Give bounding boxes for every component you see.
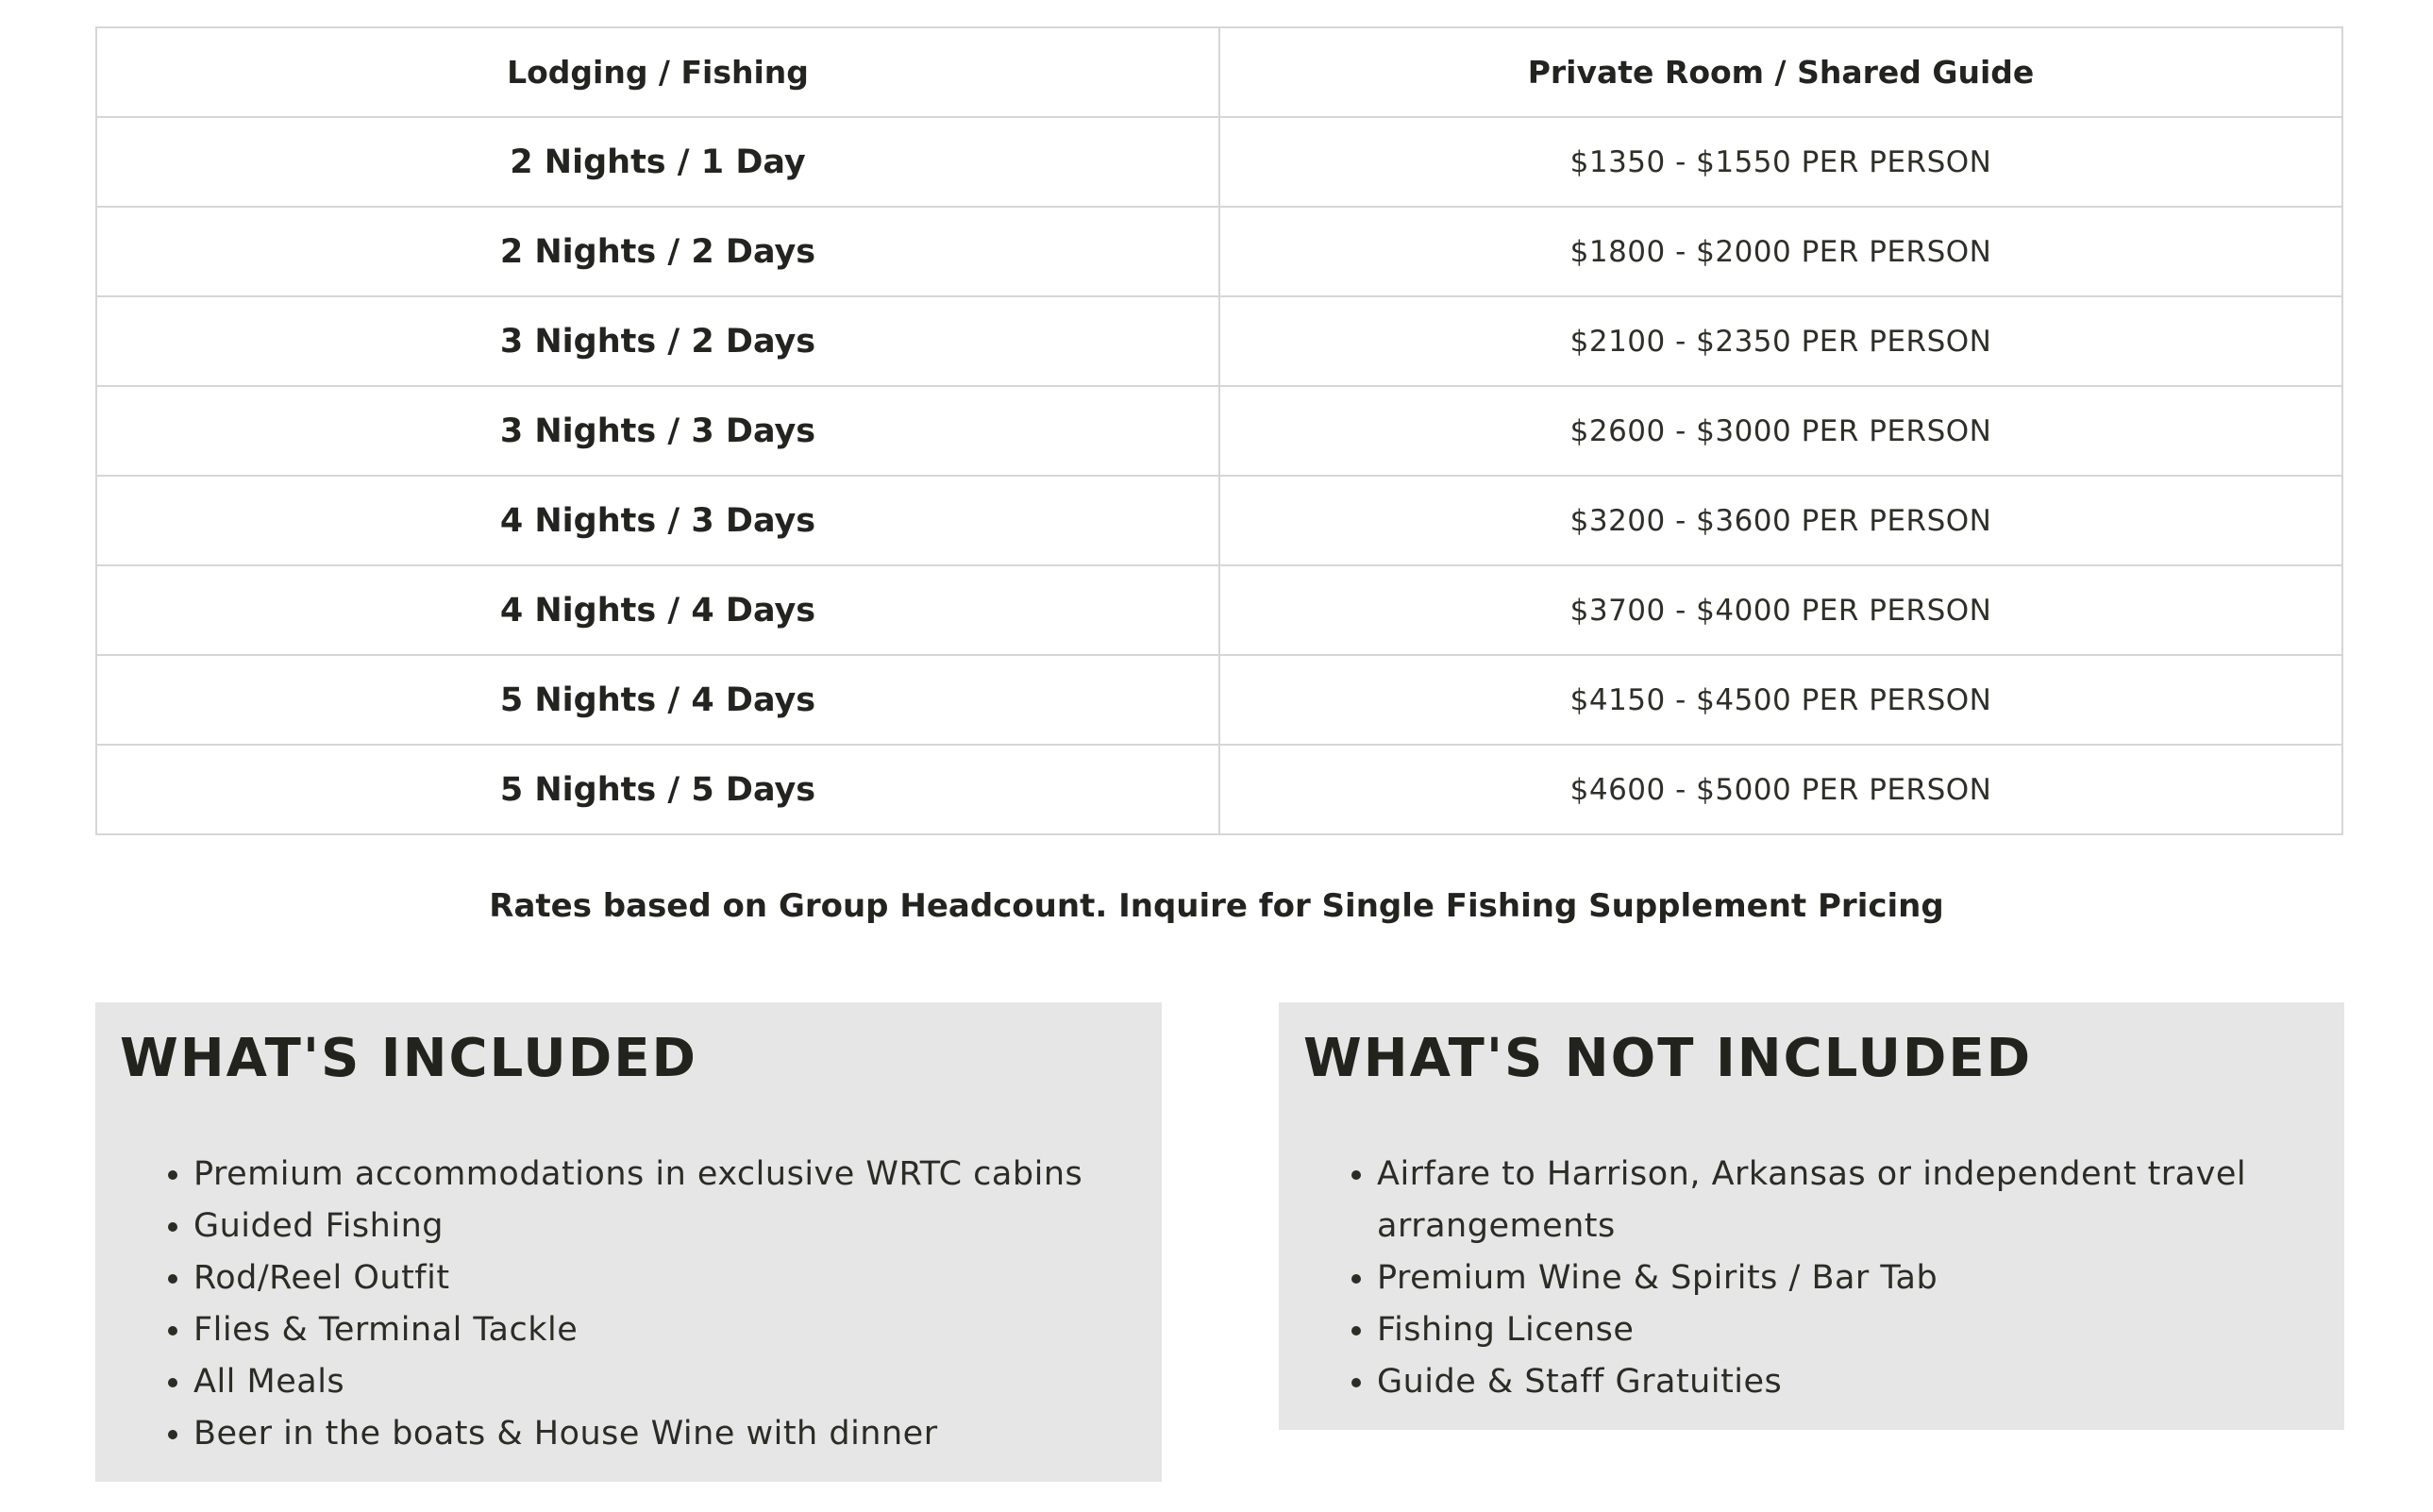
list-item: • Airfare to Harrison, Arkansas or independent travel arrangements xyxy=(1377,1149,2320,1252)
list-item: • Premium accommodations in exclusive WRTC cabins xyxy=(193,1149,1137,1201)
list-item: • All Meals xyxy=(193,1356,1137,1408)
price-cell: $4600 - $5000 PER PERSON xyxy=(1219,745,2342,834)
whats-not-included-title: WHAT'S NOT INCLUDED xyxy=(1303,1028,2033,1089)
stay-cell: 2 Nights / 1 Day xyxy=(96,117,1219,207)
whats-not-included-panel xyxy=(1279,1002,2344,1430)
stay-cell: 3 Nights / 3 Days xyxy=(96,386,1219,476)
table-row xyxy=(96,117,2342,207)
stay-cell: 5 Nights / 5 Days xyxy=(96,745,1219,834)
list-item: • Flies & Terminal Tackle xyxy=(193,1304,1137,1356)
table-row xyxy=(96,476,2342,565)
rates-note: Rates based on Group Headcount. Inquire for Single Fishing Supplement Pricing xyxy=(489,887,1944,925)
included-list xyxy=(120,1149,1137,1460)
not-included-list xyxy=(1303,1149,2320,1408)
table-row xyxy=(96,207,2342,296)
price-cell: $3200 - $3600 PER PERSON xyxy=(1219,476,2342,565)
table-header-row xyxy=(96,27,2342,117)
column-header-lodging: Lodging / Fishing xyxy=(96,27,1219,117)
list-item: • Guided Fishing xyxy=(193,1201,1137,1252)
price-cell: $3700 - $4000 PER PERSON xyxy=(1219,565,2342,655)
price-cell: $2100 - $2350 PER PERSON xyxy=(1219,296,2342,386)
table-row xyxy=(96,655,2342,745)
list-item: • Beer in the boats & House Wine with dinner xyxy=(193,1408,1137,1460)
pricing-table xyxy=(95,26,2343,835)
stay-cell: 4 Nights / 4 Days xyxy=(96,565,1219,655)
stay-cell: 3 Nights / 2 Days xyxy=(96,296,1219,386)
price-cell: $1800 - $2000 PER PERSON xyxy=(1219,207,2342,296)
list-item: • Premium Wine & Spirits / Bar Tab xyxy=(1377,1252,2320,1304)
table-row xyxy=(96,565,2342,655)
stay-cell: 2 Nights / 2 Days xyxy=(96,207,1219,296)
column-header-price: Private Room / Shared Guide xyxy=(1219,27,2342,117)
list-item: • Fishing License xyxy=(1377,1304,2320,1356)
whats-included-panel xyxy=(95,1002,1162,1482)
list-item: • Rod/Reel Outfit xyxy=(193,1252,1137,1304)
price-cell: $4150 - $4500 PER PERSON xyxy=(1219,655,2342,745)
table-row xyxy=(96,745,2342,834)
table-row xyxy=(96,386,2342,476)
table-row xyxy=(96,296,2342,386)
whats-included-title: WHAT'S INCLUDED xyxy=(120,1028,697,1089)
list-item: • Guide & Staff Gratuities xyxy=(1377,1356,2320,1408)
price-cell: $1350 - $1550 PER PERSON xyxy=(1219,117,2342,207)
stay-cell: 4 Nights / 3 Days xyxy=(96,476,1219,565)
stay-cell: 5 Nights / 4 Days xyxy=(96,655,1219,745)
price-cell: $2600 - $3000 PER PERSON xyxy=(1219,386,2342,476)
